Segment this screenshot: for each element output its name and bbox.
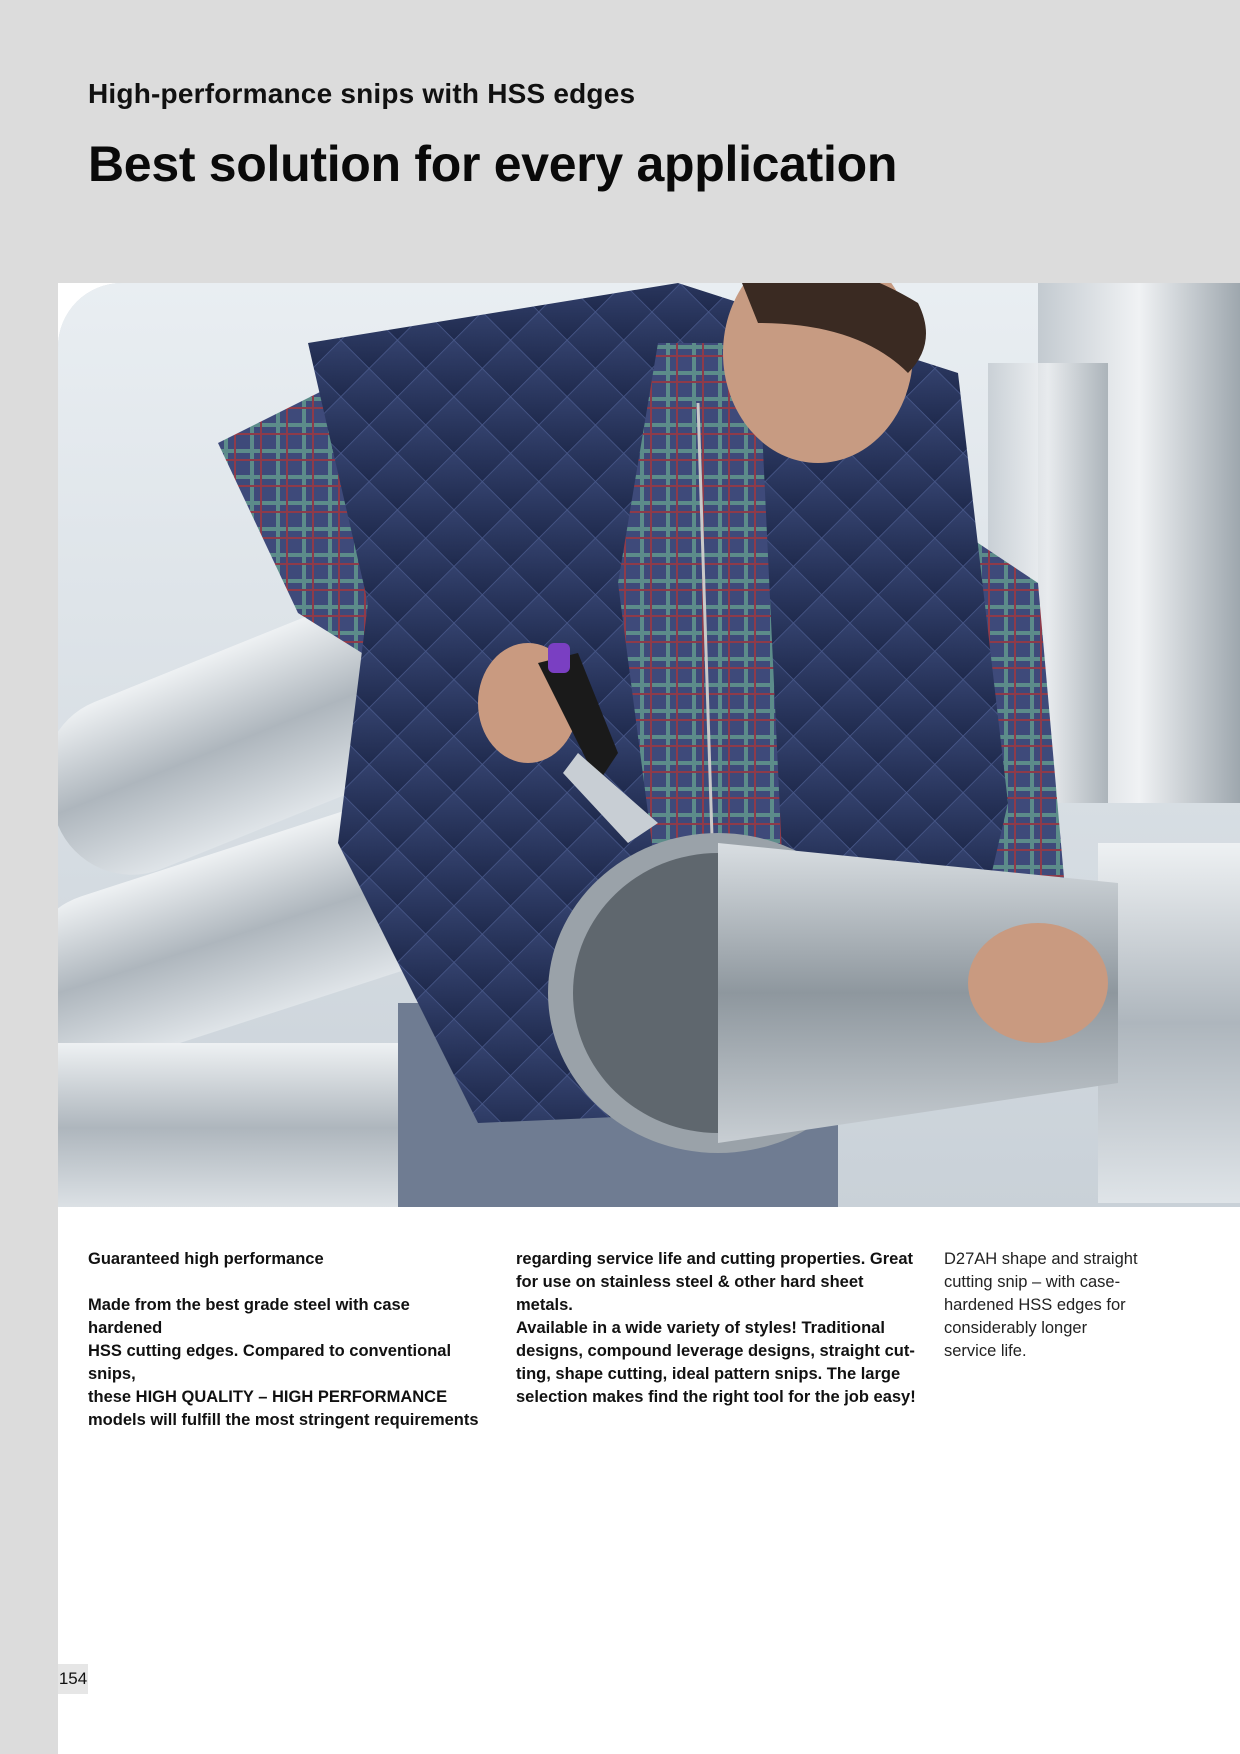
body-line: selection makes find the right tool for the job easy! <box>516 1388 916 1406</box>
caption-line: considerably longer <box>944 1319 1088 1337</box>
body-line: ting, shape cutting, ideal pattern snips. The large <box>516 1365 901 1383</box>
product-caption <box>944 1248 1184 1363</box>
body-line: these HIGH QUALITY – HIGH PERFORMANCE <box>88 1388 448 1406</box>
section-heading: Guaranteed high performance <box>88 1250 324 1268</box>
left-margin-strip <box>0 283 58 1754</box>
body-line: designs, compound leverage designs, straight cut- <box>516 1342 915 1360</box>
caption-line: hardened HSS edges for <box>944 1296 1126 1314</box>
page-subtitle: High-performance snips with HSS edges <box>88 78 636 109</box>
body-line: for use on stainless steel & other hard sheet metals. <box>516 1273 864 1314</box>
caption-line: D27AH shape and straight <box>944 1250 1138 1268</box>
caption-line: cutting snip – with case- <box>944 1273 1121 1291</box>
body-line: models will fulfill the most stringent requirements <box>88 1411 479 1429</box>
body-line: HSS cutting edges. Compared to conventional snips, <box>88 1342 452 1383</box>
product-photo <box>58 283 1240 1207</box>
body-line: Available in a wide variety of styles! Traditional <box>516 1319 885 1337</box>
page-title: Best solution for every application <box>88 136 898 192</box>
body-line: regarding service life and cutting properties. Great <box>516 1250 914 1268</box>
photo-illustration <box>58 283 1240 1207</box>
text-column-2 <box>516 1248 916 1409</box>
text-column-1 <box>88 1248 488 1432</box>
body-line: Made from the best grade steel with case hardened <box>88 1296 410 1337</box>
caption-line: service life. <box>944 1342 1027 1360</box>
page-number: 154 <box>58 1664 88 1694</box>
